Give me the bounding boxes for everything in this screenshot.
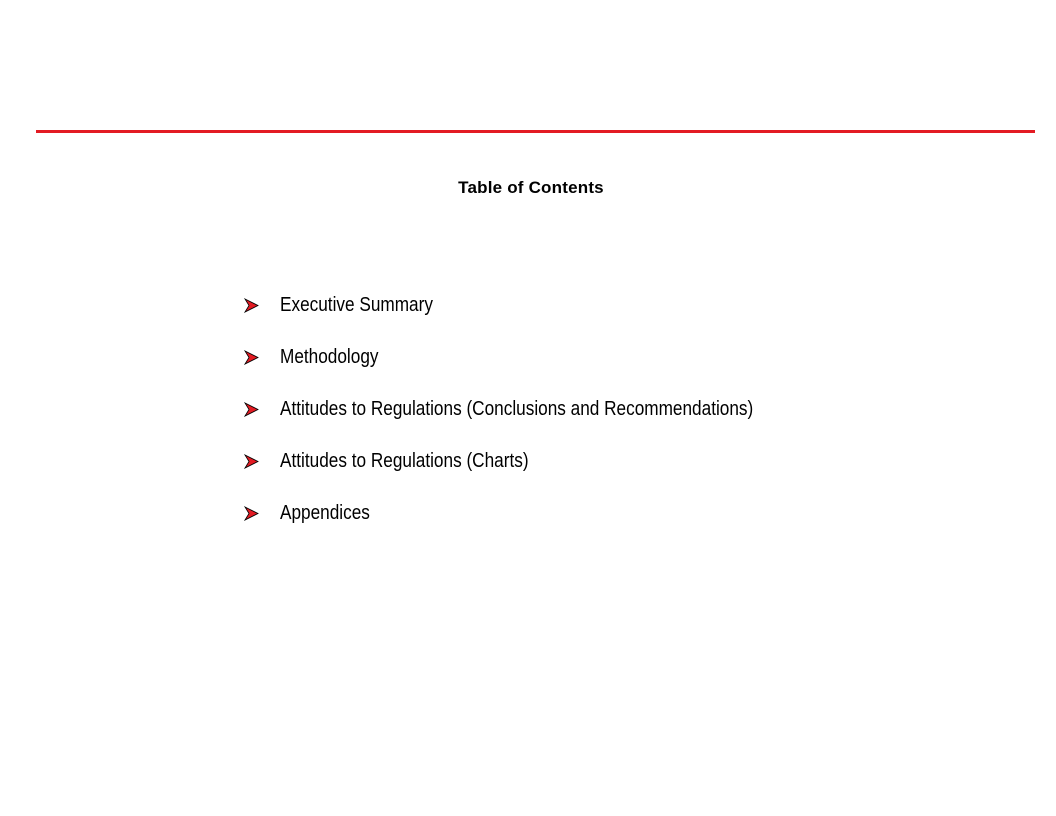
arrowhead-bullet-icon [244, 506, 259, 521]
toc-item-label: Methodology [280, 346, 379, 368]
header-rule [36, 130, 1035, 133]
arrowhead-bullet-icon [244, 350, 259, 365]
toc-item-label: Attitudes to Regulations (Charts) [280, 450, 529, 472]
toc-item-methodology[interactable] [244, 345, 830, 397]
page-title: Table of Contents [458, 178, 604, 197]
toc-item-appendices[interactable] [244, 501, 830, 553]
toc-item-label: Executive Summary [280, 294, 433, 316]
arrowhead-bullet-icon [244, 402, 259, 417]
toc-item-label: Attitudes to Regulations (Conclusions and Recommendations) [280, 398, 754, 420]
arrowhead-bullet-icon [244, 454, 259, 469]
toc-item-label: Appendices [280, 502, 370, 524]
toc-item-attitudes-charts[interactable] [244, 449, 830, 501]
toc-item-executive-summary[interactable] [244, 293, 830, 345]
toc-item-attitudes-conclusions[interactable] [244, 397, 830, 449]
arrowhead-bullet-icon [244, 298, 259, 313]
toc-list [244, 293, 830, 553]
